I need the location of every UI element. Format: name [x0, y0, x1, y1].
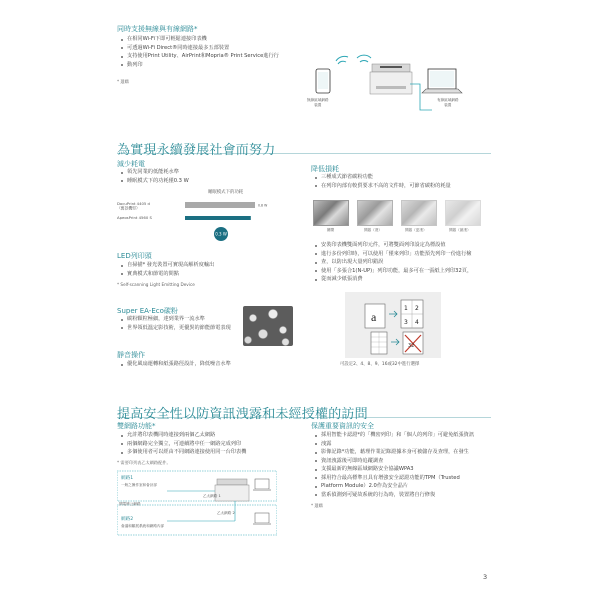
- toner-save-swatches: [313, 200, 493, 236]
- bullet: 支持使用Print Utility、AirPrint和Mopria® Print Service進行行: [121, 52, 279, 61]
- swatch-lighter: [401, 200, 437, 226]
- bullet: 洩露: [315, 440, 474, 449]
- swatch-label: 開啟（更淺）: [405, 228, 427, 232]
- bullet: 安裝印表機雙面列印元件，可將雙面列印設定為標設值: [315, 241, 472, 250]
- section-divider: [117, 417, 491, 418]
- category-label: DocuPrint 4405 d: [117, 201, 150, 206]
- bullet: 可透過Wi-Fi Direct®同時連接最多五部裝置: [121, 44, 279, 53]
- dual-network-heading: 雙網路功能*: [117, 422, 156, 430]
- quiet-heading: 靜音操作: [117, 351, 145, 359]
- network-2-label: 網路2: [121, 517, 134, 522]
- ethernet-2-label: 乙太網路 2: [217, 511, 235, 515]
- bullet: 實典模式和節電的問點: [121, 270, 214, 279]
- bullet: 在相同Wi-Fi下即可輕鬆連接印表機: [121, 35, 279, 44]
- toner-particles-image: [243, 306, 293, 346]
- led-bullets: [121, 261, 214, 278]
- wireless-note: * 選購: [117, 79, 129, 84]
- bullet: 當系偵測到可疑故系統的行為時，裝置將自行修復: [315, 491, 474, 500]
- network-1-sub: 一般之操作室和會計部: [121, 483, 157, 487]
- swatch-label: 開啟（最淺）: [449, 228, 471, 232]
- wireless-bullets: [121, 35, 279, 69]
- middle-label: 開電辨公網路: [119, 502, 141, 506]
- bullet: 查，以防出現大量列印錯誤: [315, 258, 472, 267]
- page-number: 3: [483, 573, 488, 581]
- wireless-heading: 同時支援無線與有線網路*: [117, 25, 198, 33]
- quiet-bullets: [121, 360, 231, 369]
- swatch-off: [313, 200, 349, 226]
- toner-bullets: [121, 315, 231, 332]
- nup-illustration: [345, 292, 441, 358]
- svg-text:1: 1: [404, 305, 408, 312]
- bullet: 動列印: [121, 61, 279, 70]
- ethernet-1-label: 乙太網路 1: [203, 494, 221, 498]
- network-illustration: [300, 50, 500, 115]
- bullet: 多個使用者可以經由不同網路連接使用同一台印表機: [121, 448, 246, 457]
- power-bullets: [121, 168, 189, 185]
- phone-label: 無線區域網路 裝置: [307, 98, 329, 107]
- bullet: 兩個網路完全獨立，可連續將中任一網路完成列印: [121, 440, 246, 449]
- led-note: * Self-scanning Light Emitting Device: [117, 282, 195, 287]
- protect-bullets: [315, 431, 474, 499]
- network-1-label: 網路1: [121, 476, 134, 481]
- bullet: 領先同業的低能耗水準: [121, 168, 189, 177]
- category-label: ApeosPrint 4560 S: [117, 215, 152, 220]
- svg-text:4: 4: [415, 319, 419, 326]
- protect-heading: 保護重要資訊的安全: [311, 422, 374, 430]
- security-title: 提高安全性以防資訊洩露和未經授權的訪問: [117, 407, 368, 422]
- dual-network-diagram: [117, 469, 277, 537]
- bullet: Platform Module）2.0作為安全晶片: [315, 482, 474, 491]
- section-divider: [117, 153, 491, 154]
- protect-note: * 選購: [311, 503, 323, 508]
- bullet: 影像記錄*功能，藉理作業記錄證據本身可被儲存及查理，在發生: [315, 448, 474, 457]
- value-label: 0.3 W: [215, 231, 227, 237]
- value-label: 0.8 W: [258, 203, 268, 208]
- bullet: 資訊洩露後可即時追蹤調查: [315, 457, 474, 466]
- bullet: 自掃描* 發光裝置可實現高解析度輸出: [121, 261, 214, 270]
- consumables-heading: 降低損耗: [311, 165, 339, 173]
- bullet: 允許將印表機同時連接到兩個乙太網路: [121, 431, 246, 440]
- sustainability-title: 為實現永續發展社會而努力: [117, 143, 276, 158]
- bullet: 採用符合最高標準且具有增強安全認證功能的TPM（Trusted: [315, 474, 474, 483]
- bullet: 睡眠模式下的功耗僅0.3 W: [121, 177, 189, 186]
- nup-caption: 可設定2、4、8、9、16或32中進行選擇: [340, 362, 420, 367]
- bullet: 世界領低溫定影技術，更優異的節能節電表現: [121, 324, 231, 333]
- led-heading: LED列印頭: [117, 252, 152, 260]
- category-label: （舊款機型）: [117, 205, 140, 211]
- bullet: 在列印內部有較貿要求不高的文件時，可節省碳粉的耗量: [315, 182, 451, 191]
- power-heading: 減少耗電: [117, 160, 145, 168]
- svg-text:32: 32: [408, 343, 415, 349]
- bullet: 進行多份列印時，可以使用「僅來列印」功能預先列印一份進行檢: [315, 250, 472, 259]
- bullet: 支援最新的無線區域網路安全協議WPA3: [315, 465, 474, 474]
- swatch-label: 關閉: [327, 228, 335, 232]
- chart-caption: 睡眠模式下的功耗: [208, 190, 244, 195]
- power-chart: [117, 196, 287, 246]
- bullet: 採用智能卡認證*的「機密列印」和「個人的列印」可避免紙張資訊: [315, 431, 474, 440]
- svg-text:a: a: [371, 310, 377, 324]
- svg-text:3: 3: [404, 319, 408, 326]
- bar: [185, 216, 251, 220]
- bullet: 優化風扇運轉和紙張路徑設計，降低噪音水準: [121, 360, 231, 369]
- dual-network-bullets: [121, 431, 246, 457]
- dual-network-note: * 需要印列表乙太網路配件。: [117, 460, 171, 465]
- bullet: 碳粉顆粒極細，達到業界一流水準: [121, 315, 231, 324]
- laptop-label: 有線區域網路 裝置: [437, 98, 459, 107]
- swatch-lightest: [445, 200, 481, 226]
- bullet: 從而減少紙張消費: [315, 275, 472, 284]
- power-chart-svg: [117, 196, 287, 246]
- duplex-bullets: [315, 241, 472, 284]
- bar: [185, 202, 255, 208]
- swatch-label: 開啟（淺）: [364, 228, 382, 232]
- swatch-light: [357, 200, 393, 226]
- network-2-sub: 會議和顧展系統和網路內部: [121, 524, 165, 528]
- bullet: 三種成式節省碳粉功能: [315, 173, 451, 182]
- consumables-bullets: [315, 173, 451, 190]
- toner-heading: Super EA-Eco碳粉: [117, 307, 178, 315]
- bullet: 使用「多張合1(N-UP)」列印功能，最多可在一張紙上列印32頁，: [315, 267, 472, 276]
- svg-text:2: 2: [415, 305, 419, 312]
